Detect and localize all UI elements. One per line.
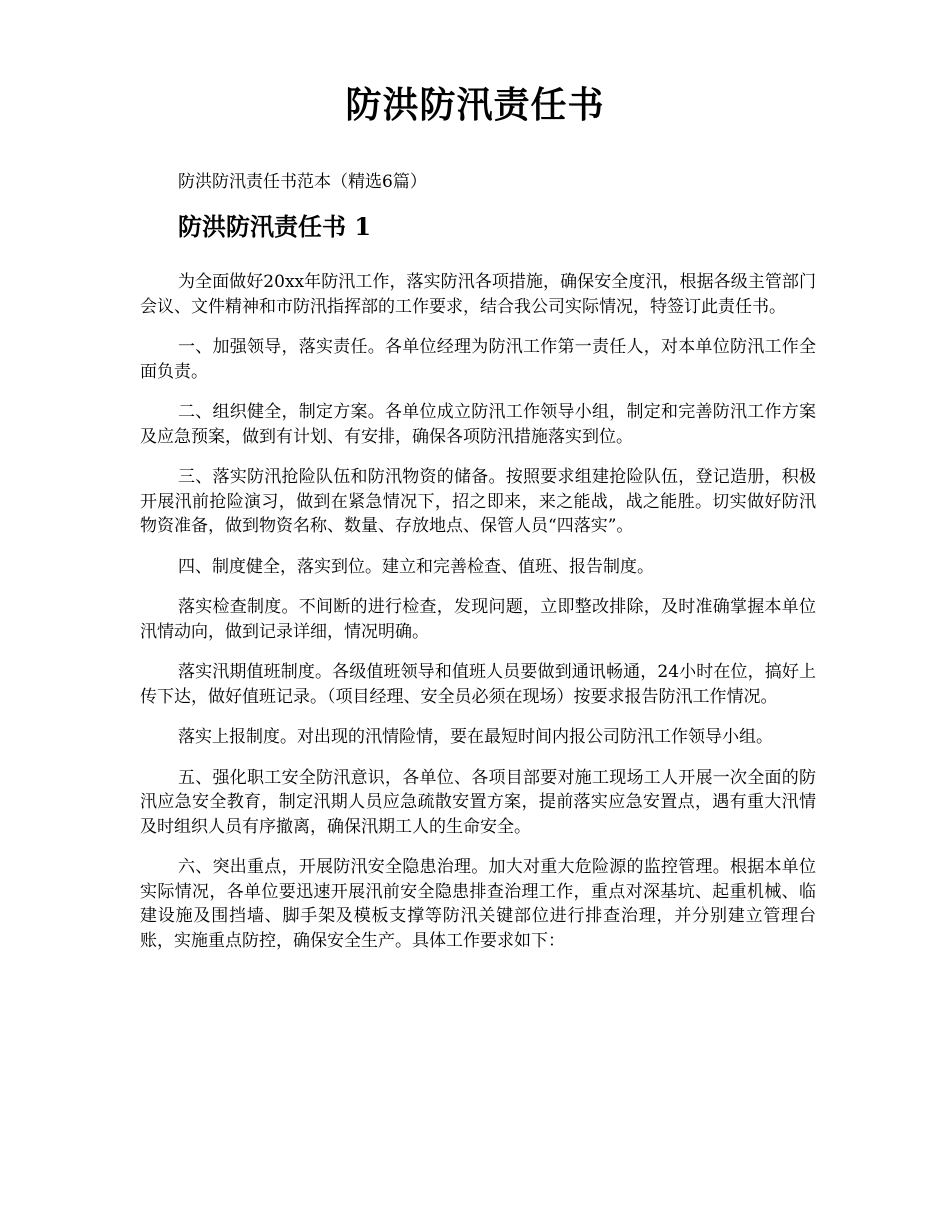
paragraph-report: 落实上报制度。对出现的汛情险情，要在最短时间内报公司防汛工作领导小组。	[178, 727, 773, 747]
document-body	[140, 270, 816, 969]
paragraph-item-3: 三、落实防汛抢险队伍和防汛物资的储备。按照要求组建抢险队伍，登记造册，积极开展汛前抢险演习，做到在紧急情况下，招之即来，来之能战，战之能胜。切实做好防汛物资准备，做到物资名称、数量、存放地点、保管人员“四落实”。	[140, 467, 816, 536]
paragraph-intro: 为全面做好20xx年防汛工作，落实防汛各项措施，确保安全度汛，根据各级主管部门会议、文件精神和市防汛指挥部的工作要求，结合我公司实际情况，特签订此责任书。	[140, 272, 816, 317]
document-subtitle: 防洪防汛责任书范本（精选6篇）	[178, 172, 427, 192]
paragraph-item-2: 二、组织健全，制定方案。各单位成立防汛工作领导小组，制定和完善防汛工作方案及应急预案，做到有计划、有安排，确保各项防汛措施落实到位。	[140, 402, 816, 447]
paragraph-item-6: 六、突出重点，开展防汛安全隐患治理。加大对重大危险源的监控管理。根据本单位实际情况，各单位要迅速开展汛前安全隐患排查治理工作，重点对深基坑、起重机械、临建设施及围挡墙、脚手架及模板支撑等防汛关键部位进行排查治理，并分别建立管理台账，实施重点防控，确保安全生产。具体工作要求如下：	[140, 857, 816, 951]
section-heading: 防洪防汛责任书 1	[178, 212, 372, 241]
paragraph-duty: 落实汛期值班制度。各级值班领导和值班人员要做到通讯畅通，24小时在位，搞好上传下达，做好值班记录。（项目经理、安全员必须在现场）按要求报告防汛工作情况。	[140, 662, 816, 707]
paragraph-item-5: 五、强化职工安全防汛意识，各单位、各项目部要对施工现场工人开展一次全面的防汛应急安全教育，制定汛期人员应急疏散安置方案，提前落实应急安置点，遇有重大汛情及时组织人员有序撤离，确保汛期工人的生命安全。	[140, 767, 816, 837]
paragraph-inspection: 落实检查制度。不间断的进行检查，发现问题，立即整改排除，及时准确掌握本单位汛情动向，做到记录详细，情况明确。	[140, 597, 816, 642]
paragraph-item-1: 一、加强领导，落实责任。各单位经理为防汛工作第一责任人，对本单位防汛工作全面负责。	[140, 337, 816, 382]
document-title: 防洪防汛责任书	[345, 84, 605, 126]
paragraph-item-4: 四、制度健全，落实到位。建立和完善检查、值班、报告制度。	[178, 556, 654, 577]
